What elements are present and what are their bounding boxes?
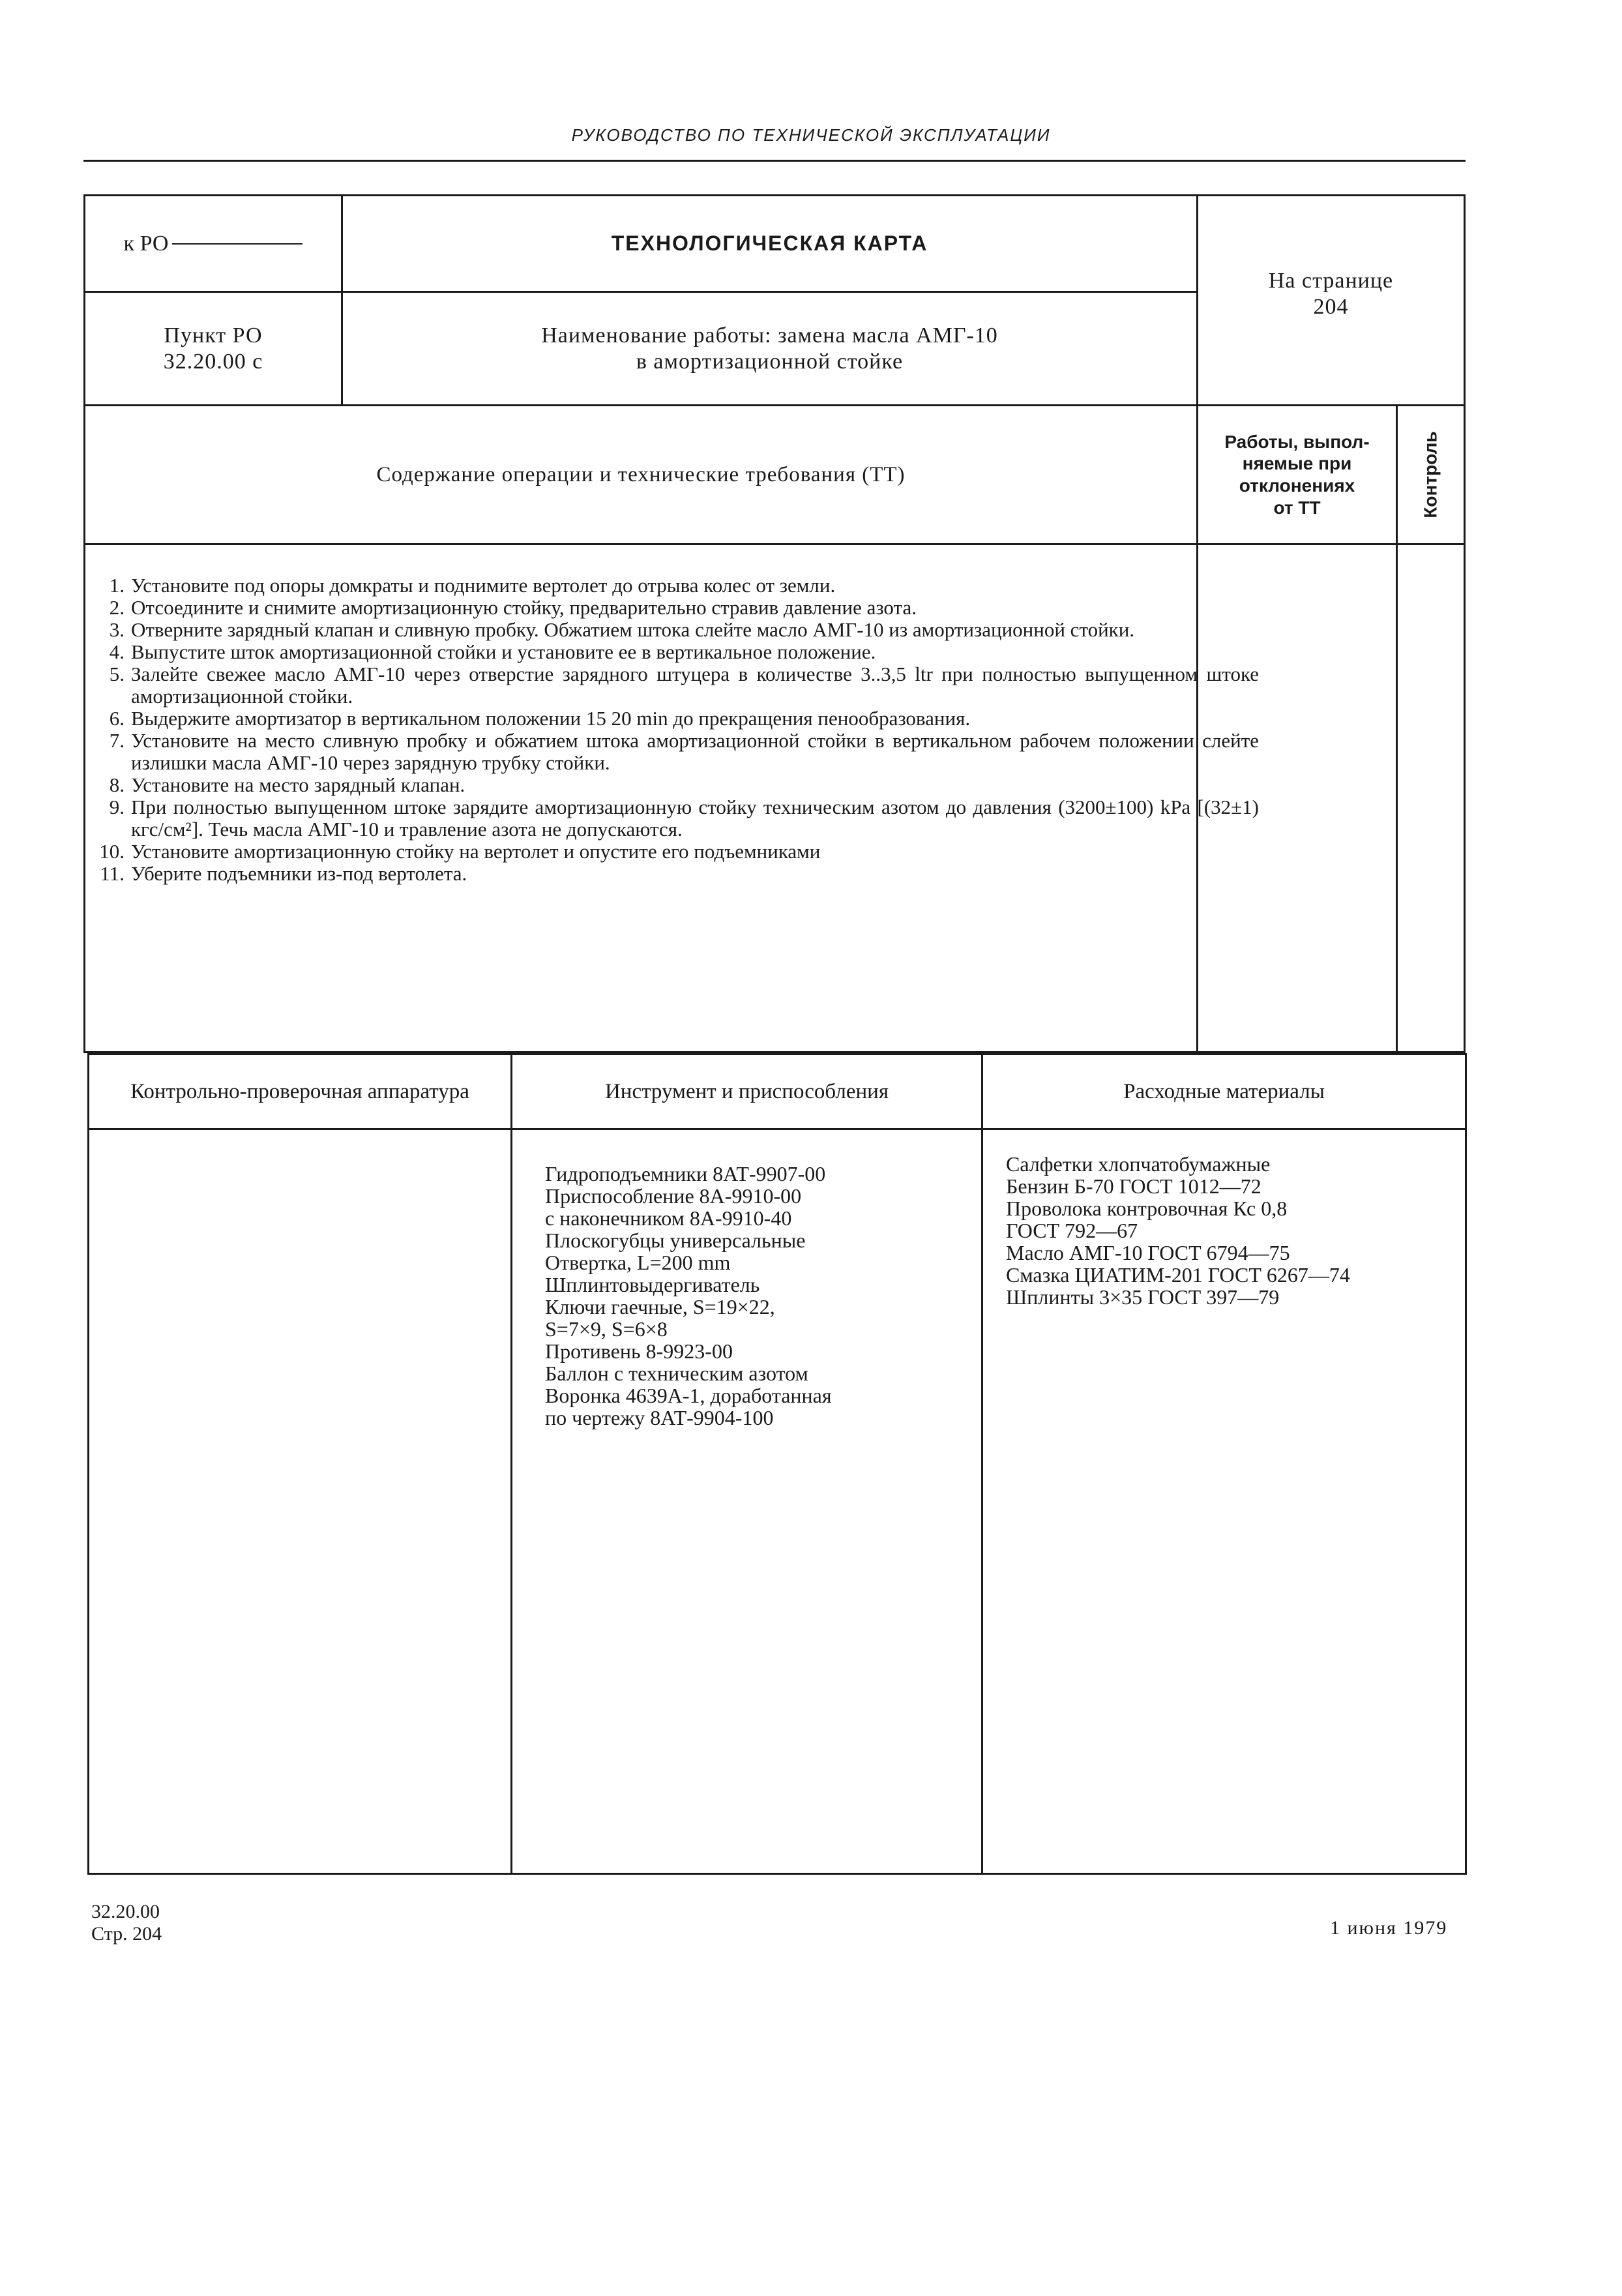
step-number: 11. bbox=[100, 862, 125, 885]
tools-column-header bbox=[512, 1055, 981, 1128]
material-item: Смазка ЦИАТИМ-201 ГОСТ 6267—74 bbox=[1006, 1263, 1350, 1287]
step-item bbox=[98, 841, 1259, 863]
control-heading bbox=[1398, 406, 1464, 543]
step-item bbox=[98, 708, 1259, 730]
step-text: Отсоедините и снимите амортизационную стойку, предварительно стравив давление азота. bbox=[131, 596, 917, 619]
step-item bbox=[98, 663, 1259, 708]
material-item: Масло АМГ-10 ГОСТ 6794—75 bbox=[1006, 1241, 1290, 1264]
resources-table bbox=[87, 1053, 1467, 1875]
point-ro-cell bbox=[85, 293, 341, 404]
work-name-line1: Наименование работы: замена масла АМГ-10 bbox=[541, 323, 998, 348]
footer-section-number: 32.20.00 bbox=[91, 1901, 160, 1922]
step-item bbox=[98, 619, 1259, 641]
step-number: 9. bbox=[109, 796, 125, 818]
tool-item: Отвертка, L=200 mm bbox=[545, 1251, 731, 1274]
step-text: Уберите подъемники из-под вертолета. bbox=[131, 862, 467, 885]
manual-title: РУКОВОДСТВО ПО ТЕХНИЧЕСКОЙ ЭКСПЛУАТАЦИИ bbox=[571, 125, 1051, 145]
material-item: Салфетки хлопчатобумажные bbox=[1006, 1152, 1271, 1176]
step-text: Установите под опоры домкраты и поднимите вертолет до отрыва колес от земли. bbox=[131, 574, 836, 597]
step-text: Установите на место сливную пробку и обжатием штока амортизационной стойки в вертикальном рабочем положении слейте излишки масла АМГ-10 через зарядную трубку стойки. bbox=[131, 729, 1259, 774]
page-ref-label: На странице bbox=[1268, 269, 1394, 293]
step-item bbox=[98, 641, 1259, 663]
work-name-cell bbox=[343, 293, 1196, 404]
tool-item: с наконечником 8А-9910-40 bbox=[545, 1206, 792, 1230]
step-number: 2. bbox=[109, 596, 125, 619]
step-text: При полностью выпущенном штоке зарядите амортизационную стойку техническим азотом до давления (3200±100) kPa [(32±1) кгс/см²]. Течь масла АМГ-10 и травление азота не допускаются. bbox=[131, 796, 1259, 841]
footer-section-info bbox=[91, 1901, 162, 1945]
step-item bbox=[98, 774, 1259, 796]
card-header-table bbox=[83, 194, 1466, 406]
operations-heading bbox=[85, 406, 1196, 543]
footer-date: 1 июня 1979 bbox=[1330, 1917, 1448, 1939]
step-item bbox=[98, 730, 1259, 774]
materials-column-title: Расходные материалы bbox=[1123, 1079, 1325, 1103]
tool-item: Противень 8-9923-00 bbox=[545, 1339, 733, 1363]
tool-item: Ключи гаечные, S=19×22, bbox=[545, 1295, 775, 1319]
step-text: Установите на место зарядный клапан. bbox=[131, 773, 465, 796]
material-item: ГОСТ 792—67 bbox=[1006, 1219, 1138, 1242]
step-number: 4. bbox=[109, 640, 125, 663]
step-text: Выпустите шток амортизационной стойки и установите ее в вертикальное положение. bbox=[131, 640, 876, 663]
header-rule bbox=[83, 160, 1466, 162]
point-ro-value: 32.20.00 с bbox=[163, 349, 263, 374]
operation-steps bbox=[98, 574, 1259, 885]
step-item bbox=[98, 863, 1259, 885]
step-item bbox=[98, 796, 1259, 841]
step-text: Выдержите амортизатор в вертикальном положении 15 20 min до прекращения пенообразования. bbox=[131, 707, 971, 730]
step-number: 1. bbox=[109, 574, 125, 597]
page-reference bbox=[1198, 196, 1464, 404]
ref-ro-blank bbox=[172, 243, 302, 245]
tool-item: S=7×9, S=6×8 bbox=[545, 1317, 668, 1341]
ref-ro-cell bbox=[85, 196, 341, 291]
control-heading-text: Контроль bbox=[1420, 431, 1441, 518]
step-number: 5. bbox=[109, 663, 125, 685]
operations-table bbox=[83, 406, 1466, 1053]
step-number: 8. bbox=[109, 773, 125, 796]
materials-list bbox=[1006, 1153, 1350, 1308]
deviations-line: от ТТ bbox=[1273, 497, 1321, 518]
deviations-line: Работы, выпол- bbox=[1224, 431, 1370, 452]
tool-item: Гидроподъемники 8АТ-9907-00 bbox=[545, 1162, 826, 1185]
materials-column-header bbox=[983, 1055, 1465, 1128]
equipment-column-title: Контрольно-проверочная аппаратура bbox=[130, 1079, 469, 1103]
tools-column-title: Инструмент и приспособления bbox=[604, 1079, 889, 1103]
footer-page-number: Стр. 204 bbox=[91, 1923, 162, 1945]
tool-item: Шплинтовыдергиватель bbox=[545, 1273, 760, 1296]
page-ref-number: 204 bbox=[1313, 294, 1349, 319]
material-item: Шплинты 3×35 ГОСТ 397—79 bbox=[1006, 1285, 1280, 1309]
work-name-line2: в амортизационной стойке bbox=[636, 349, 904, 374]
step-item bbox=[98, 574, 1259, 597]
material-item: Проволока контровочная Кс 0,8 bbox=[1006, 1197, 1288, 1220]
material-item: Бензин Б-70 ГОСТ 1012—72 bbox=[1006, 1174, 1261, 1198]
deviations-line: отклонениях bbox=[1239, 475, 1355, 496]
equipment-column-header bbox=[89, 1055, 510, 1128]
step-item bbox=[98, 597, 1259, 619]
tool-item: Плоскогубцы универсальные bbox=[545, 1229, 806, 1252]
card-title bbox=[343, 196, 1196, 291]
step-number: 10. bbox=[99, 840, 125, 863]
tool-item: Воронка 4639А-1, доработанная bbox=[545, 1384, 832, 1407]
tools-list bbox=[545, 1163, 832, 1429]
card-title-text: ТЕХНОЛОГИЧЕСКАЯ КАРТА bbox=[611, 231, 928, 255]
step-number: 6. bbox=[109, 707, 125, 730]
operations-heading-text: Содержание операции и технические требования (ТТ) bbox=[376, 462, 906, 486]
point-ro-label: Пункт РО bbox=[164, 323, 263, 348]
deviations-heading bbox=[1198, 406, 1396, 543]
tool-item: по чертежу 8АТ-9904-100 bbox=[545, 1406, 774, 1429]
step-text: Залейте свежее масло АМГ-10 через отверстие зарядного штуцера в количестве 3..3,5 ltr при полностью выпущенном штоке амортизационной стойки. bbox=[131, 663, 1259, 708]
tool-item: Приспособление 8А-9910-00 bbox=[545, 1184, 802, 1208]
deviations-line: няемые при bbox=[1242, 453, 1352, 474]
step-text: Установите амортизационную стойку на вертолет и опустите его подъемниками bbox=[131, 840, 821, 863]
step-number: 7. bbox=[109, 729, 125, 752]
step-number: 3. bbox=[109, 618, 125, 641]
step-text: Отверните зарядный клапан и сливную пробку. Обжатием штока слейте масло АМГ-10 из амортизационной стойки. bbox=[131, 618, 1135, 641]
ref-ro-label: к РО bbox=[123, 231, 169, 256]
tool-item: Баллон с техническим азотом bbox=[545, 1362, 808, 1385]
